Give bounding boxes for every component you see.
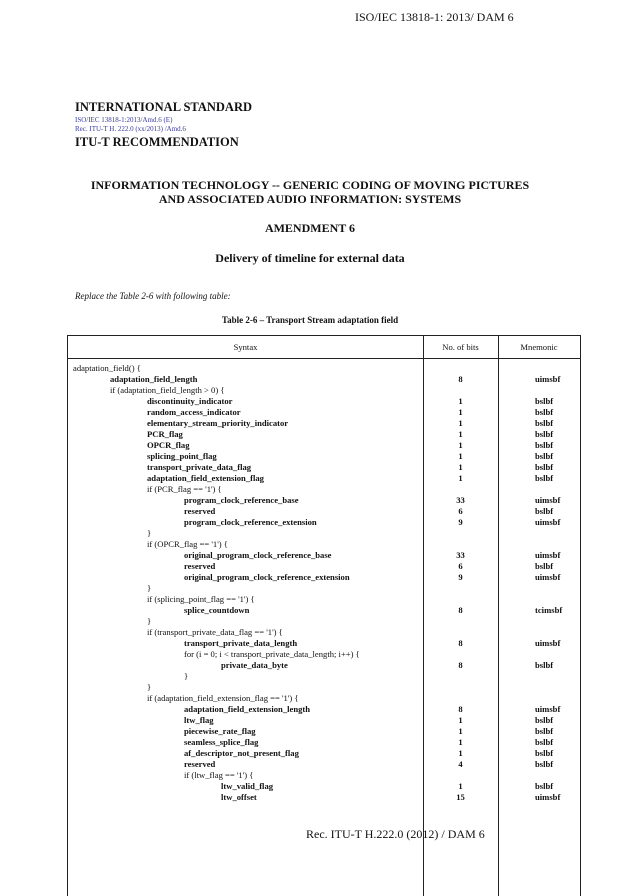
syntax-cell: ltw_valid_flag xyxy=(221,781,274,791)
table-row xyxy=(68,561,580,572)
mnemonic-cell: bslbf xyxy=(535,462,554,472)
table-row xyxy=(68,704,580,715)
syntax-cell: transport_private_data_length xyxy=(184,638,298,648)
bits-cell: 33 xyxy=(456,550,465,560)
table-row xyxy=(68,451,580,462)
header-syntax: Syntax xyxy=(233,342,258,352)
mnemonic-cell: tcimsbf xyxy=(535,605,563,615)
table-row xyxy=(68,726,580,737)
syntax-cell: private_data_byte xyxy=(221,660,288,670)
bits-cell: 6 xyxy=(458,561,463,571)
table-row xyxy=(68,429,580,440)
title-line-1: INFORMATION TECHNOLOGY -- GENERIC CODING OF MOVING PICTURES xyxy=(90,178,530,192)
bits-cell: 1 xyxy=(458,715,463,725)
bits-cell: 8 xyxy=(458,704,463,714)
mnemonic-cell: bslbf xyxy=(535,506,554,516)
mnemonic-cell: bslbf xyxy=(535,748,554,758)
mnemonic-cell: bslbf xyxy=(535,781,554,791)
table-row xyxy=(68,682,580,693)
table-row xyxy=(68,781,580,792)
mnemonic-cell: bslbf xyxy=(535,726,554,736)
table-row xyxy=(68,396,580,407)
mnemonic-cell: uimsbf xyxy=(535,572,561,582)
syntax-cell: program_clock_reference_extension xyxy=(184,517,317,527)
table-row xyxy=(68,407,580,418)
table-row xyxy=(68,616,580,627)
instruction-text: Replace the Table 2-6 with following table: xyxy=(75,291,231,301)
table-row xyxy=(68,528,580,539)
mnemonic-cell: bslbf xyxy=(535,429,554,439)
mnemonic-cell: bslbf xyxy=(535,660,554,670)
syntax-cell: if (adaptation_field_extension_flag == '1') { xyxy=(147,693,299,703)
bits-cell: 33 xyxy=(456,495,465,505)
table-row xyxy=(68,517,580,528)
syntax-cell: for (i = 0; i < transport_private_data_length; i++) { xyxy=(184,649,360,659)
mnemonic-cell: bslbf xyxy=(535,407,554,417)
bits-cell: 1 xyxy=(458,726,463,736)
syntax-cell: ltw_offset xyxy=(221,792,257,802)
table-row xyxy=(68,572,580,583)
table-row xyxy=(68,550,580,561)
bits-cell: 4 xyxy=(458,759,463,769)
mnemonic-cell: bslbf xyxy=(535,473,554,483)
mnemonic-cell: uimsbf xyxy=(535,792,561,802)
syntax-cell: adaptation_field_extension_length xyxy=(184,704,311,714)
syntax-cell: } xyxy=(184,671,189,681)
table-header xyxy=(68,336,580,359)
syntax-cell: } xyxy=(147,528,152,538)
syntax-cell: OPCR_flag xyxy=(147,440,190,450)
syntax-cell: if (ltw_flag == '1') { xyxy=(184,770,254,780)
syntax-cell: transport_private_data_flag xyxy=(147,462,252,472)
mnemonic-cell: bslbf xyxy=(535,759,554,769)
table-row xyxy=(68,759,580,770)
syntax-cell: if (transport_private_data_flag == '1') { xyxy=(147,627,283,637)
syntax-cell: adaptation_field() { xyxy=(73,363,141,373)
standard-label: INTERNATIONAL STANDARD xyxy=(75,100,252,114)
rec-reference: Rec. ITU-T H. 222.0 (xx/2013) /Amd.6 xyxy=(75,125,186,133)
bits-cell: 1 xyxy=(458,451,463,461)
table-row xyxy=(68,737,580,748)
table-row xyxy=(68,418,580,429)
syntax-cell: PCR_flag xyxy=(147,429,183,439)
mnemonic-cell: uimsbf xyxy=(535,550,561,560)
bits-cell: 8 xyxy=(458,638,463,648)
syntax-cell: original_program_clock_reference_base xyxy=(184,550,332,560)
syntax-cell: if (OPCR_flag == '1') { xyxy=(147,539,228,549)
syntax-cell: reserved xyxy=(184,506,216,516)
table-row xyxy=(68,506,580,517)
table-row xyxy=(68,770,580,781)
mnemonic-cell: uimsbf xyxy=(535,517,561,527)
mnemonic-cell: bslbf xyxy=(535,418,554,428)
syntax-cell: program_clock_reference_base xyxy=(184,495,299,505)
bits-cell: 8 xyxy=(458,605,463,615)
bits-cell: 8 xyxy=(458,374,463,384)
table-row xyxy=(68,385,580,396)
syntax-cell: ltw_flag xyxy=(184,715,214,725)
table-row xyxy=(68,473,580,484)
table-row xyxy=(68,792,580,803)
bits-cell: 1 xyxy=(458,473,463,483)
mnemonic-cell: bslbf xyxy=(535,737,554,747)
title-line-2: AND ASSOCIATED AUDIO INFORMATION: SYSTEMS xyxy=(158,192,462,206)
bits-cell: 6 xyxy=(458,506,463,516)
mnemonic-cell: bslbf xyxy=(535,396,554,406)
bits-cell: 15 xyxy=(456,792,465,802)
table-row xyxy=(68,539,580,550)
table-row xyxy=(68,605,580,616)
mnemonic-cell: bslbf xyxy=(535,440,554,450)
header-bits: No. of bits xyxy=(442,342,479,352)
syntax-cell: splicing_point_flag xyxy=(147,451,217,461)
syntax-cell: reserved xyxy=(184,759,216,769)
table-row xyxy=(68,440,580,451)
syntax-cell: adaptation_field_extension_flag xyxy=(147,473,264,483)
table-row xyxy=(68,638,580,649)
mnemonic-cell: bslbf xyxy=(535,561,554,571)
bits-cell: 1 xyxy=(458,440,463,450)
iso-reference: ISO/IEC 13818-1:2013/Amd.6 (E) xyxy=(75,116,173,124)
syntax-cell: elementary_stream_priority_indicator xyxy=(147,418,289,428)
syntax-cell: } xyxy=(147,616,152,626)
mnemonic-cell: bslbf xyxy=(535,715,554,725)
syntax-cell: if (adaptation_field_length > 0) { xyxy=(110,385,225,395)
header-mnemonic: Mnemonic xyxy=(520,342,558,352)
bits-cell: 1 xyxy=(458,418,463,428)
syntax-cell: reserved xyxy=(184,561,216,571)
table-row xyxy=(68,671,580,682)
mnemonic-cell: uimsbf xyxy=(535,638,561,648)
mnemonic-cell: uimsbf xyxy=(535,374,561,384)
table-row xyxy=(68,484,580,495)
syntax-cell: } xyxy=(147,682,152,692)
syntax-cell: discontinuity_indicator xyxy=(147,396,233,406)
amendment-heading: AMENDMENT 6 xyxy=(264,221,356,235)
bits-cell: 1 xyxy=(458,429,463,439)
table-row xyxy=(68,462,580,473)
syntax-cell: if (splicing_point_flag == '1') { xyxy=(147,594,255,604)
syntax-cell: piecewise_rate_flag xyxy=(184,726,256,736)
subtitle: Delivery of timeline for external data xyxy=(215,251,405,265)
bits-cell: 1 xyxy=(458,396,463,406)
syntax-cell: random_access_indicator xyxy=(147,407,241,417)
mnemonic-cell: uimsbf xyxy=(535,495,561,505)
page-footer: Rec. ITU-T H.222.0 (2012) / DAM 6 xyxy=(306,827,485,841)
table-row xyxy=(68,693,580,704)
table-row xyxy=(68,363,580,374)
bits-cell: 1 xyxy=(458,781,463,791)
table-row xyxy=(68,627,580,638)
table-row xyxy=(68,660,580,671)
table-row xyxy=(68,495,580,506)
table-row xyxy=(68,748,580,759)
recommendation-label: ITU-T RECOMMENDATION xyxy=(75,135,239,149)
syntax-cell: } xyxy=(147,583,152,593)
syntax-cell: af_descriptor_not_present_flag xyxy=(184,748,299,758)
bits-cell: 9 xyxy=(458,572,463,582)
table-body xyxy=(68,363,580,803)
bits-cell: 1 xyxy=(458,407,463,417)
table-row xyxy=(68,583,580,594)
table-row xyxy=(68,374,580,385)
document-title xyxy=(0,178,620,206)
page-header: ISO/IEC 13818-1: 2013/ DAM 6 xyxy=(355,10,514,24)
table-row xyxy=(68,594,580,605)
bits-cell: 1 xyxy=(458,737,463,747)
table-row xyxy=(68,715,580,726)
bits-cell: 1 xyxy=(458,462,463,472)
table-row xyxy=(68,649,580,660)
table-caption: Table 2-6 – Transport Stream adaptation field xyxy=(221,315,399,325)
mnemonic-cell: bslbf xyxy=(535,451,554,461)
bits-cell: 1 xyxy=(458,748,463,758)
syntax-cell: splice_countdown xyxy=(184,605,250,615)
bits-cell: 9 xyxy=(458,517,463,527)
syntax-cell: original_program_clock_reference_extension xyxy=(184,572,350,582)
mnemonic-cell: uimsbf xyxy=(535,704,561,714)
bits-cell: 8 xyxy=(458,660,463,670)
syntax-cell: seamless_splice_flag xyxy=(184,737,259,747)
syntax-cell: if (PCR_flag == '1') { xyxy=(147,484,222,494)
syntax-table xyxy=(67,335,581,896)
syntax-cell: adaptation_field_length xyxy=(110,374,198,384)
